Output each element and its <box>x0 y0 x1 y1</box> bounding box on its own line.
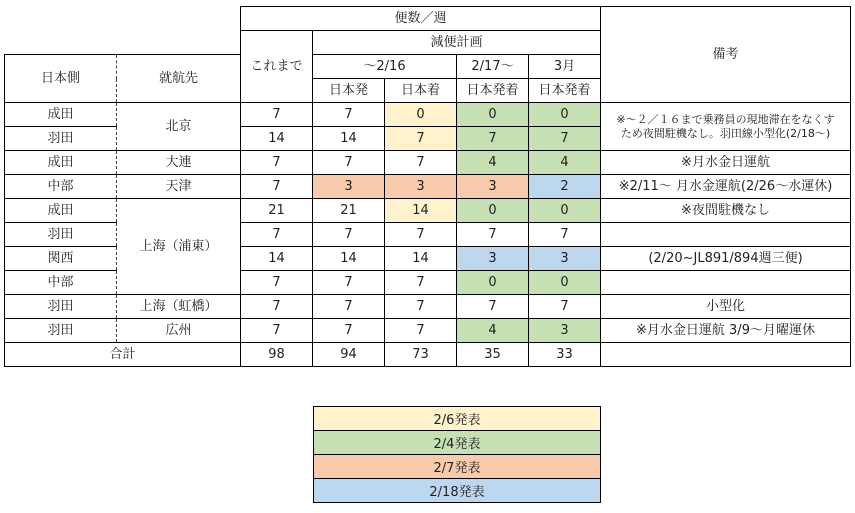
value-cell: 3 <box>385 175 457 199</box>
value-cell: 7 <box>385 151 457 175</box>
header-reduction-plan: 減便計画 <box>313 31 601 55</box>
origin-cell: 羽田 <box>5 223 117 247</box>
value-cell: 3 <box>457 247 529 271</box>
table-row <box>5 103 851 127</box>
value-cell: 7 <box>313 319 385 343</box>
value-cell: 7 <box>241 319 313 343</box>
value-cell: 7 <box>241 295 313 319</box>
value-cell: 14 <box>313 247 385 271</box>
dest-cell: 大連 <box>117 151 241 175</box>
value-cell: 7 <box>241 175 313 199</box>
remark-cell: ※夜間駐機なし <box>601 199 851 223</box>
value-cell: 2 <box>529 175 601 199</box>
remark-cell-beijing <box>601 103 851 151</box>
dest-cell: 上海（浦東） <box>117 199 241 295</box>
value-cell: 14 <box>385 199 457 223</box>
origin-cell: 羽田 <box>5 319 117 343</box>
origin-cell: 関西 <box>5 247 117 271</box>
dest-cell: 上海（虹橋） <box>117 295 241 319</box>
value-cell: 21 <box>241 199 313 223</box>
header-until-now: これまで <box>241 31 313 103</box>
total-value: 35 <box>457 343 529 367</box>
total-value: 33 <box>529 343 601 367</box>
header-period-from-2-17: 2/17～ <box>457 55 529 79</box>
flight-reduction-table <box>4 6 851 367</box>
value-cell: 0 <box>457 271 529 295</box>
value-cell: 0 <box>529 271 601 295</box>
value-cell: 0 <box>457 199 529 223</box>
value-cell: 14 <box>385 247 457 271</box>
value-cell: 7 <box>313 151 385 175</box>
value-cell: 7 <box>241 151 313 175</box>
table-row <box>5 151 851 175</box>
header-jp-dep-arr: 日本発着 <box>457 79 529 103</box>
header-jp-dep: 日本発 <box>313 79 385 103</box>
value-cell: 7 <box>313 295 385 319</box>
header-period-until-2-16: ～2/16 <box>313 55 457 79</box>
dest-cell: 天津 <box>117 175 241 199</box>
value-cell: 0 <box>457 103 529 127</box>
total-label: 合計 <box>5 343 241 367</box>
remark-cell: 小型化 <box>601 295 851 319</box>
total-value: 73 <box>385 343 457 367</box>
header-flights-per-week: 便数／週 <box>241 7 601 31</box>
value-cell: 7 <box>457 223 529 247</box>
remark-cell: (2/20~JL891/894週三便) <box>601 247 851 271</box>
value-cell: 4 <box>457 151 529 175</box>
remark-line: ため夜間駐機なし。羽田線小型化(2/18～) <box>620 126 831 140</box>
remark-cell: ※月水金日運航 3/9～月曜運休 <box>601 319 851 343</box>
remark-cell: ※2/11～ 月水金運航(2/26～水運休) <box>601 175 851 199</box>
total-remark <box>601 343 851 367</box>
value-cell: 3 <box>529 319 601 343</box>
value-cell: 7 <box>529 295 601 319</box>
legend-item: 2/6発表 <box>314 407 601 431</box>
table-row <box>5 319 851 343</box>
value-cell: 14 <box>241 127 313 151</box>
origin-cell: 成田 <box>5 103 117 127</box>
header-remarks: 備考 <box>601 7 851 103</box>
table-row <box>5 175 851 199</box>
origin-cell: 羽田 <box>5 127 117 151</box>
total-row <box>5 343 851 367</box>
remark-cell <box>601 223 851 247</box>
header-period-march: 3月 <box>529 55 601 79</box>
value-cell: 7 <box>385 319 457 343</box>
value-cell: 7 <box>385 295 457 319</box>
header-jp-dep-arr: 日本発着 <box>529 79 601 103</box>
origin-cell: 中部 <box>5 175 117 199</box>
header-japan-side: 日本側 <box>5 55 117 103</box>
color-legend <box>313 406 601 503</box>
value-cell: 7 <box>529 127 601 151</box>
value-cell: 7 <box>385 127 457 151</box>
blank-corner <box>5 7 241 55</box>
value-cell: 7 <box>241 223 313 247</box>
remark-cell: ※月水金日運航 <box>601 151 851 175</box>
origin-cell: 成田 <box>5 151 117 175</box>
value-cell: 7 <box>457 127 529 151</box>
value-cell: 4 <box>457 319 529 343</box>
origin-cell: 成田 <box>5 199 117 223</box>
value-cell: 0 <box>529 103 601 127</box>
value-cell: 3 <box>457 175 529 199</box>
value-cell: 7 <box>241 103 313 127</box>
value-cell: 3 <box>313 175 385 199</box>
value-cell: 14 <box>313 127 385 151</box>
table-row <box>5 199 851 223</box>
dest-cell: 広州 <box>117 319 241 343</box>
value-cell: 7 <box>457 295 529 319</box>
value-cell: 7 <box>385 223 457 247</box>
legend-item: 2/7発表 <box>314 455 601 479</box>
value-cell: 21 <box>313 199 385 223</box>
value-cell: 7 <box>385 271 457 295</box>
origin-cell: 羽田 <box>5 295 117 319</box>
origin-cell: 中部 <box>5 271 117 295</box>
total-value: 98 <box>241 343 313 367</box>
total-value: 94 <box>313 343 385 367</box>
header-jp-arr: 日本着 <box>385 79 457 103</box>
remark-line: ※～２／１６まで乗務員の現地滞在をなくす <box>616 112 835 126</box>
legend-item: 2/18発表 <box>314 479 601 503</box>
value-cell: 4 <box>529 151 601 175</box>
value-cell: 0 <box>385 103 457 127</box>
remark-cell <box>601 271 851 295</box>
value-cell: 14 <box>241 247 313 271</box>
value-cell: 3 <box>529 247 601 271</box>
value-cell: 7 <box>313 271 385 295</box>
header-destination: 就航先 <box>117 55 241 103</box>
value-cell: 0 <box>529 199 601 223</box>
legend-item: 2/4発表 <box>314 431 601 455</box>
dest-cell: 北京 <box>117 103 241 151</box>
value-cell: 7 <box>313 223 385 247</box>
value-cell: 7 <box>313 103 385 127</box>
value-cell: 7 <box>241 271 313 295</box>
table-row <box>5 295 851 319</box>
value-cell: 7 <box>529 223 601 247</box>
